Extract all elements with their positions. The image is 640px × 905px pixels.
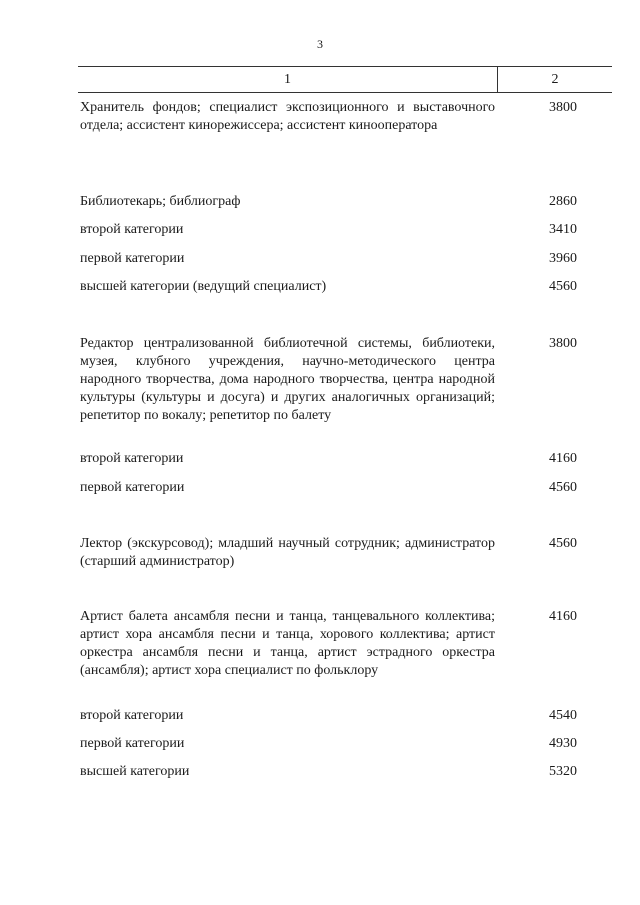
position-name: второй категории (80, 222, 184, 237)
salary-value: 4540 (549, 708, 577, 723)
position-name: второй категории (80, 708, 184, 723)
position-name: первой категории (80, 251, 185, 266)
salary-value: 4160 (549, 451, 577, 466)
salary-value: 4560 (549, 279, 577, 294)
table-row (80, 221, 610, 239)
position-name: Редактор централизованной библиотечной системы, библиотеки, музея, клубного учреждения, научно-методического центра народного творчества, дома народного творчества, центра народной культуры (культуры и досуга) и других аналогичных организаций; репетитор по вокалу; репетитор по балету (80, 336, 495, 423)
salary-value: 5320 (549, 764, 577, 779)
header-column-1: 1 (284, 72, 291, 87)
position-name: Библиотекарь; библиограф (80, 194, 241, 209)
position-name: Артист балета ансамбля песни и танца, танцевального коллектива; артист хора ансамбля песни и танца, хорового коллектива; артист оркестра ансамбля песни и танца, артист эстрадного оркестра (ансамбля); артист хора специалист по фольклору (80, 609, 495, 678)
table-row (80, 707, 610, 725)
header-column-2: 2 (551, 72, 559, 87)
table-row (80, 479, 610, 497)
position-name: второй категории (80, 451, 184, 466)
table-row (80, 99, 610, 135)
salary-value: 4930 (549, 736, 577, 751)
table-row (80, 763, 610, 781)
position-name: высшей категории (80, 764, 190, 779)
salary-value: 4560 (549, 536, 577, 551)
table-row (80, 735, 610, 753)
table-row (80, 535, 610, 571)
table-row (80, 608, 610, 680)
position-name: высшей категории (ведущий специалист) (80, 279, 327, 294)
salary-value: 4560 (549, 480, 577, 495)
position-name: Лектор (экскурсовод); младший научный сотрудник; администратор (старший администратор) (80, 536, 495, 569)
salary-value: 3960 (549, 251, 577, 266)
position-name: первой категории (80, 736, 185, 751)
position-name: Хранитель фондов; специалист экспозиционного и выставочного отдела; ассистент кинорежиссера; ассистент кинооператора (80, 100, 495, 133)
page-number: 3 (317, 37, 323, 51)
salary-value: 3410 (549, 222, 577, 237)
table-row (80, 193, 610, 211)
table-row (80, 250, 610, 268)
salary-value: 3800 (549, 336, 577, 351)
table-row (80, 335, 610, 425)
salary-value: 2860 (549, 194, 577, 209)
table-header (78, 66, 612, 93)
salary-value: 4160 (549, 609, 577, 624)
table-row (80, 278, 610, 296)
table-row (80, 450, 610, 468)
position-name: первой категории (80, 480, 185, 495)
salary-value: 3800 (549, 100, 577, 115)
